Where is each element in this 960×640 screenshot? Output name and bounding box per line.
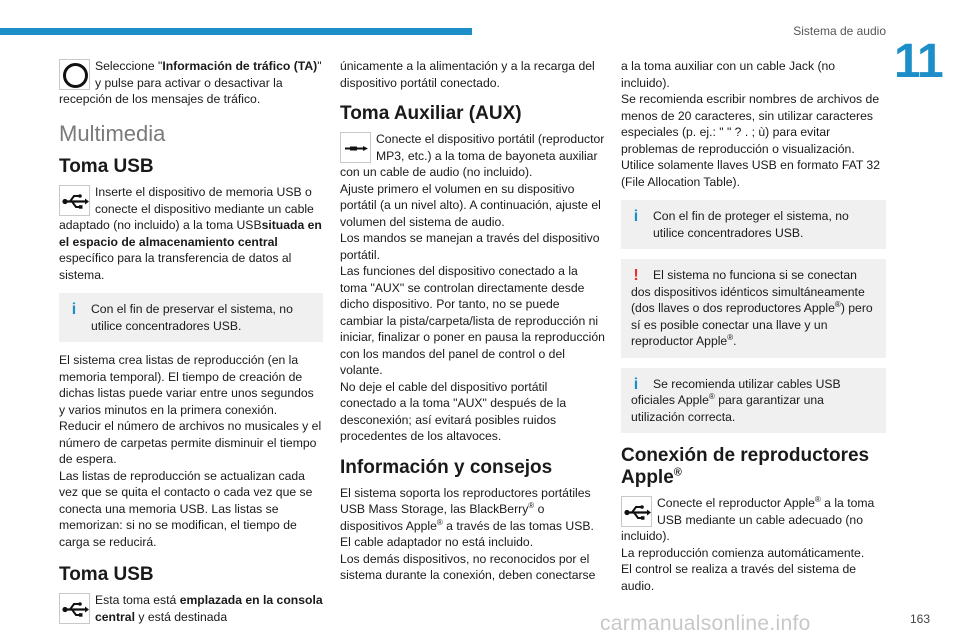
column-2 bbox=[340, 58, 605, 584]
aux-paragraph-5: No deje el cable del dispositivo portátil conectado a la toma "AUX" después de la desconexión; así evitará posibles ruidos procedentes de los altavoces. bbox=[340, 379, 567, 443]
page-number: 163 bbox=[909, 612, 930, 626]
info-note-1: i Con el fin de preservar el sistema, no utilice concentradores USB. bbox=[59, 293, 323, 342]
info-icon: i bbox=[633, 208, 639, 225]
info-icon: i bbox=[71, 301, 77, 318]
apple-paragraph-1: Conecte el reproductor Apple® a la toma USB mediante un cable adecuado (no incluido). bbox=[621, 494, 875, 543]
column-3 bbox=[621, 58, 886, 594]
usb-1-paragraph: Inserte el dispositivo de memoria USB o conecte el dispositivo mediante un cable adaptado (no incluido) a la toma USBsituada en el espacio de almacenamiento central específico para la transferencia de datos al sistema. bbox=[59, 185, 322, 282]
usb-2-paragraph: Esta toma está emplazada en la consola central y está destinada bbox=[95, 593, 323, 624]
heading-aux: Toma Auxiliar (AUX) bbox=[340, 103, 522, 124]
playlist-paragraph-2: Reducir el número de archivos no musicales y el número de carpetas permite disminuir el tiempo de espera. bbox=[59, 419, 322, 466]
heading-info-tips: Información y consejos bbox=[340, 456, 553, 478]
section-title: Sistema de audio bbox=[793, 24, 886, 38]
apple-paragraph-2: La reproducción comienza automáticamente. bbox=[621, 545, 865, 560]
warning-icon: ! bbox=[633, 267, 639, 284]
aux-paragraph-3: Los mandos se manejan a través del dispositivo portátil. bbox=[340, 231, 600, 262]
aux-paragraph-4: Las funciones del dispositivo conectado a la toma "AUX" se controlan directamente desde dicho dispositivo. Por tanto, no se puede cambiar la pista/carpeta/lista de reproducción ni iniciar, finalizar o poner en pausa la reproducción con los mandos del panel de control o del volante. bbox=[340, 264, 605, 377]
info-paragraph-1: El sistema soporta los reproductores portátiles USB Mass Storage, las BlackBerry® o dispositivos Apple® a través de las tomas USB. bbox=[340, 485, 594, 533]
info-paragraph-3: Los demás dispositivos, no reconocidos por el sistema durante la conexión, deben conectarse bbox=[340, 551, 596, 582]
usb-icon bbox=[59, 185, 90, 216]
usb-icon bbox=[621, 496, 652, 527]
info-paragraph-2: El cable adaptador no está incluido. bbox=[340, 535, 534, 549]
aux-continued: a la toma auxiliar con un cable Jack (no incluido). bbox=[621, 59, 836, 90]
header-bar bbox=[0, 28, 472, 35]
aux-paragraph-2: Ajuste primero el volumen en su dispositivo portátil (a un nivel alto). A continuación, ajuste el volumen del sistema de audio. bbox=[340, 181, 601, 229]
apple-paragraph-3: El control se realiza a través del sistema de audio. bbox=[621, 562, 857, 593]
heading-apple: Conexión de reproductores Apple® bbox=[621, 445, 870, 488]
usb-2-continued: únicamente a la alimentación y a la recarga del dispositivo portátil conectado. bbox=[340, 59, 595, 90]
heading-usb-1: Toma USB bbox=[59, 156, 154, 177]
playlist-paragraph-1: El sistema crea listas de reproducción (en la memoria temporal). El tiempo de creación de dichas listas puede variar entre unos segundos y varios minutos en la primera conexión. bbox=[59, 353, 314, 417]
column-1 bbox=[59, 58, 323, 625]
traffic-info-paragraph: Seleccione "Información de tráfico (TA)" y pulse para activar o desactivar la recepción de los mensajes de tráfico. bbox=[59, 59, 322, 106]
heading-multimedia: Multimedia bbox=[59, 120, 166, 146]
fat32-paragraph: Utilice solamente llaves USB en formato FAT 32 (File Allocation Table). bbox=[621, 158, 880, 189]
warning-note: ! El sistema no funciona si se conectan dos dispositivos idénticos simultáneamente (dos llaves o dos reproductores Apple®) pero sí es posible conectar una llave y un reproductor Apple®. bbox=[621, 259, 886, 358]
info-icon: i bbox=[633, 375, 639, 393]
playlist-paragraph-3: Las listas de reproducción se actualizan cada vez que se quita el contacto o cada vez que se conecta una memoria USB. Las listas se memorizan: si no se modifican, el tiempo de carga se reducirá. bbox=[59, 468, 313, 549]
chapter-number: 11 bbox=[894, 35, 943, 88]
info-note-2: i Con el fin de proteger el sistema, no utilice concentradores USB. bbox=[621, 200, 886, 249]
info-note-3: i Se recomienda utilizar cables USB oficiales Apple® para garantizar una utilización correcta. bbox=[621, 368, 886, 434]
watermark: carmanualsonline.info bbox=[600, 612, 811, 635]
aux-paragraph-1: Conecte el dispositivo portátil (reproductor MP3, etc.) a la toma de bayoneta auxiliar con un cable de audio (no incluido). bbox=[340, 132, 605, 179]
aux-jack-icon bbox=[340, 132, 371, 163]
filename-paragraph: Se recomienda escribir nombres de archivos de menos de 20 caracteres, sin utilizar caracteres especiales (p. ej.: " " ? . ; ù) para evitar problemas de reproducción o visualización. bbox=[621, 92, 880, 156]
usb-icon bbox=[59, 593, 90, 624]
knob-icon bbox=[59, 59, 90, 90]
heading-usb-2: Toma USB bbox=[59, 564, 154, 585]
